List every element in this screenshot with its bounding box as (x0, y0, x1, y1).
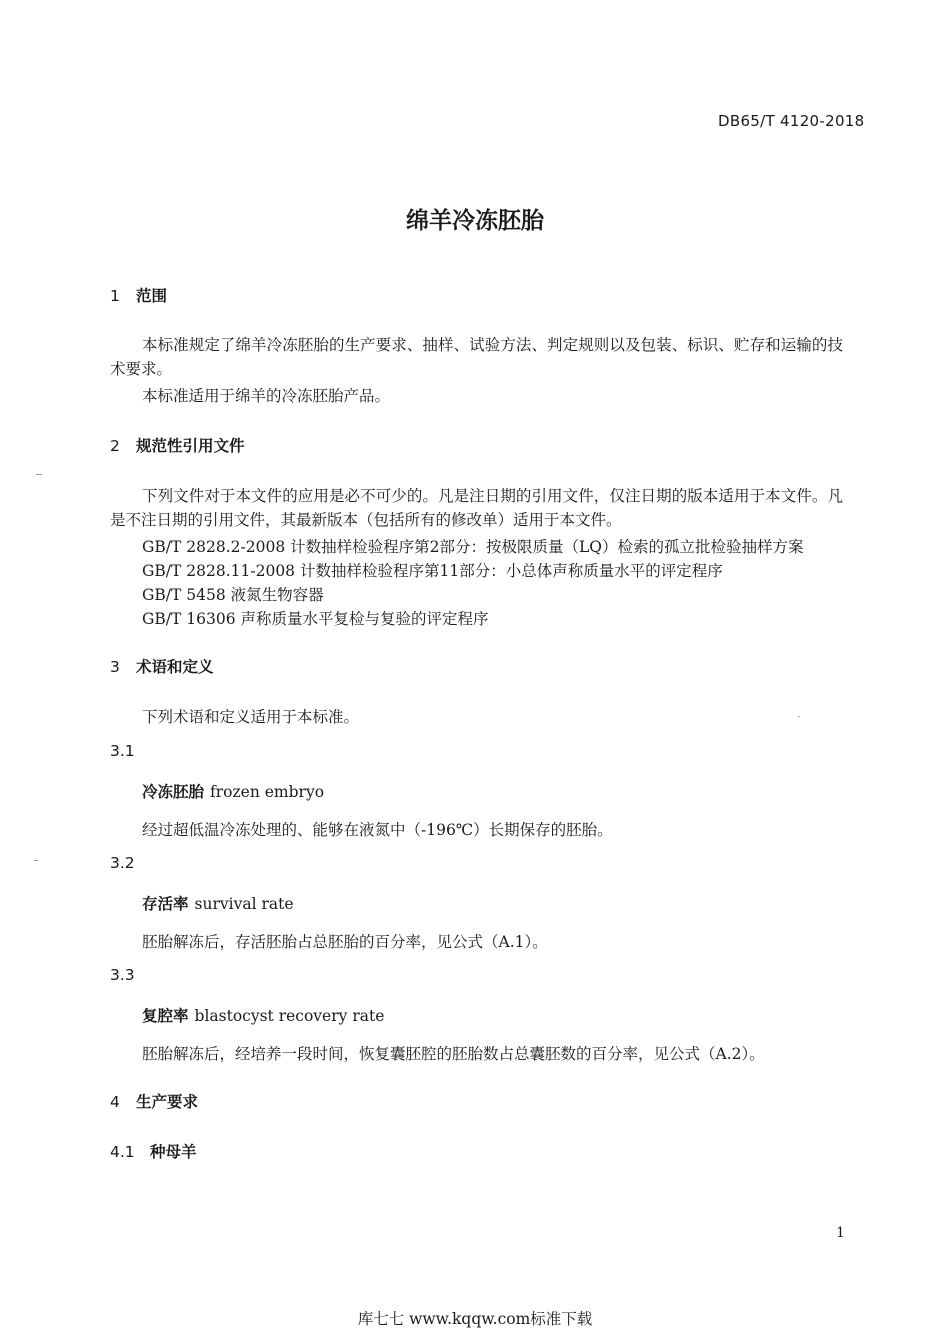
section-title: 术语和定义 (136, 658, 214, 676)
term-number: 3.2 (110, 854, 135, 872)
subsection-title: 种母羊 (150, 1143, 197, 1161)
section-2-paragraph-1: 下列文件对于本文件的应用是必不可少的。凡是注日期的引用文件，仅注日期的版本适用于本文件。凡是不注日期的引用文件，其最新版本（包括所有的修改单）适用于本文件。 (110, 487, 843, 529)
section-1-heading (110, 284, 167, 306)
section-3-heading (110, 655, 214, 677)
term-number: 3.1 (110, 742, 135, 760)
section-1-paragraph-2: 本标准适用于绵羊的冷冻胚胎产品。 (142, 387, 391, 405)
section-number: 3 (110, 658, 120, 676)
term-name-cn: 冷冻胚胎 (142, 783, 205, 801)
term-definition: 胚胎解冻后，经培养一段时间，恢复囊胚腔的胚胎数占总囊胚数的百分率，见公式（A.2）。 (142, 1045, 765, 1063)
scan-speck (36, 474, 42, 475)
reference-item: GB/T 5458 液氮生物容器 (142, 586, 324, 604)
section-number: 4 (110, 1093, 120, 1111)
section-number: 1 (110, 287, 120, 305)
term-name-en: frozen embryo (210, 783, 325, 801)
section-title: 范围 (136, 287, 168, 305)
standard-number: DB65/T 4120-2018 (718, 112, 865, 130)
term-name-cn: 复腔率 (142, 1007, 189, 1025)
subsection-number: 4.1 (110, 1143, 135, 1161)
section-1-paragraph-1: 本标准规定了绵羊冷冻胚胎的生产要求、抽样、试验方法、判定规则以及包装、标识、贮存和运输的技术要求。 (110, 336, 843, 378)
term-name-en: survival rate (194, 895, 294, 913)
subsection-4-1-heading (110, 1140, 197, 1162)
section-number: 2 (110, 437, 120, 455)
reference-item: GB/T 2828.11-2008 计数抽样检验程序第11部分：小总体声称质量水平的评定程序 (142, 562, 723, 580)
page-number: 1 (836, 1225, 845, 1241)
term-number: 3.3 (110, 966, 135, 984)
reference-item: GB/T 16306 声称质量水平复检与复验的评定程序 (142, 610, 489, 628)
term-definition: 胚胎解冻后，存活胚胎占总胚胎的百分率，见公式（A.1）。 (142, 933, 548, 951)
term-name-cn: 存活率 (142, 895, 189, 913)
term-name (142, 780, 324, 802)
term-definition: 经过超低温冷冻处理的、能够在液氮中（-196℃）长期保存的胚胎。 (142, 821, 613, 839)
section-3-intro: 下列术语和定义适用于本标准。 (142, 708, 360, 726)
section-title: 规范性引用文件 (136, 437, 245, 455)
footer-watermark: 库七七 www.kqqw.com标准下载 (357, 1310, 593, 1328)
document-title: 绵羊冷冻胚胎 (406, 208, 544, 234)
reference-item: GB/T 2828.2-2008 计数抽样检验程序第2部分：按极限质量（LQ）检索的孤立批检验抽样方案 (142, 538, 804, 556)
section-2-heading (110, 434, 245, 456)
scan-speck (798, 716, 800, 717)
section-title: 生产要求 (136, 1093, 199, 1111)
scan-speck (34, 860, 38, 861)
term-name (142, 1004, 384, 1026)
term-name-en: blastocyst recovery rate (194, 1007, 385, 1025)
term-name (142, 892, 294, 914)
section-4-heading (110, 1090, 198, 1112)
